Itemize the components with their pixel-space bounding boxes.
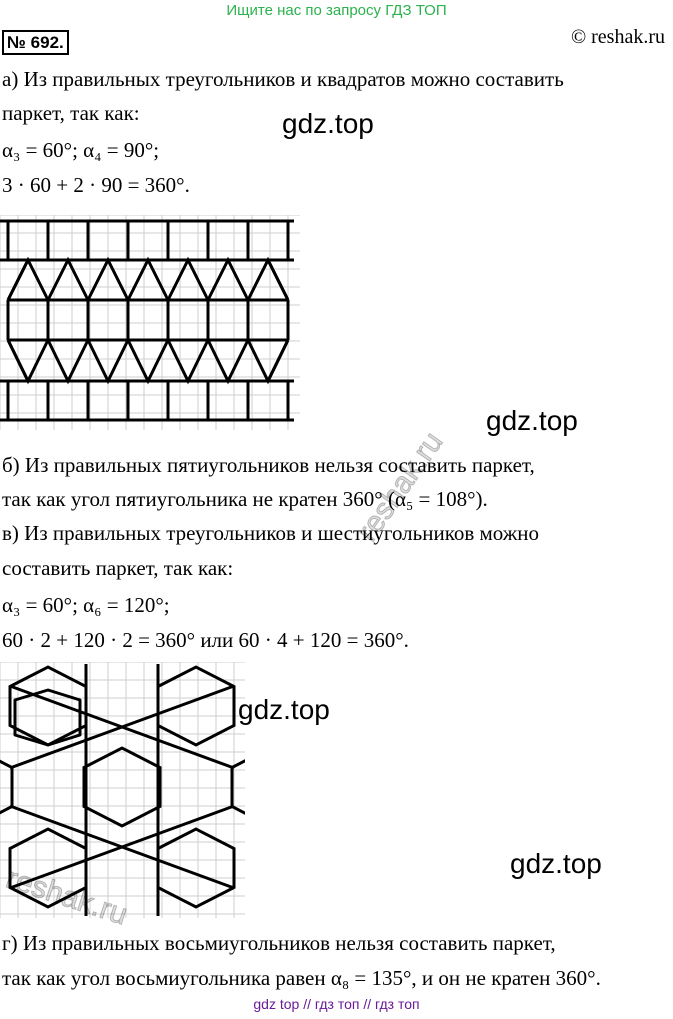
triangle-edge: [208, 340, 248, 381]
triangle-edge: [168, 340, 208, 381]
triangle-edge: [8, 260, 48, 300]
triangle-edge: [268, 260, 288, 300]
section-b-line1: б) Из правильных пятиугольников нельзя составить паркет,: [2, 453, 535, 477]
hexagon: [158, 667, 234, 745]
section-a-line2: паркет, так как:: [2, 101, 140, 125]
search-banner: Ищите нас по запросу ГДЗ ТОП: [226, 2, 447, 19]
section-g-line1: г) Из правильных восьмиугольников нельзя составить паркет,: [2, 931, 556, 955]
watermark-gdz: gdz.top: [510, 848, 602, 879]
watermark-gdz: gdz.top: [282, 108, 374, 139]
section-v-line3: α₃ = 60°; α₆ = 120°;: [2, 593, 170, 617]
watermark-reshak: reshak.ru: [2, 861, 132, 932]
triangle-edge: [248, 260, 288, 300]
triangle-edge: [208, 260, 248, 300]
hexagon: [10, 667, 86, 745]
triangle-edge: [268, 340, 288, 381]
section-v-line4: 60 · 2 + 120 · 2 = 360° или 60 · 4 + 120 = 360°.: [2, 628, 409, 652]
section-a-line4: 3 · 60 + 2 · 90 = 360°.: [2, 173, 190, 197]
watermark-gdz: gdz.top: [238, 694, 330, 725]
triangle-edge: [248, 340, 288, 381]
hexagon: [158, 829, 234, 907]
triangle-square-tiling: [0, 215, 300, 430]
watermark-reshak: reshak.ru: [350, 426, 450, 548]
section-b-line2: так как угол пятиугольника не кратен 360° (α₅ = 108°).: [2, 487, 488, 511]
footer-links: gdz top // гдз топ // гдз топ: [253, 996, 420, 1012]
section-a-line3: α₃ = 60°; α₄ = 90°;: [2, 138, 160, 162]
watermark-gdz: gdz.top: [486, 405, 578, 436]
section-v-line1: в) Из правильных треугольников и шестиугольников можно: [2, 521, 540, 545]
triangle-edge: [168, 260, 208, 300]
site-credit: © reshak.ru: [570, 26, 665, 48]
section-a-line1: а) Из правильных треугольников и квадратов можно составить: [2, 67, 564, 91]
problem-number: № 692.: [2, 30, 69, 55]
hexagon: [0, 748, 12, 826]
section-g-line2: так как угол восьмиугольника равен α₈ = 135°, и он не кратен 360°.: [2, 966, 601, 990]
section-v-line2: составить паркет, так как:: [2, 556, 234, 580]
triangle-edge: [8, 340, 48, 381]
hexagon: [84, 748, 160, 826]
